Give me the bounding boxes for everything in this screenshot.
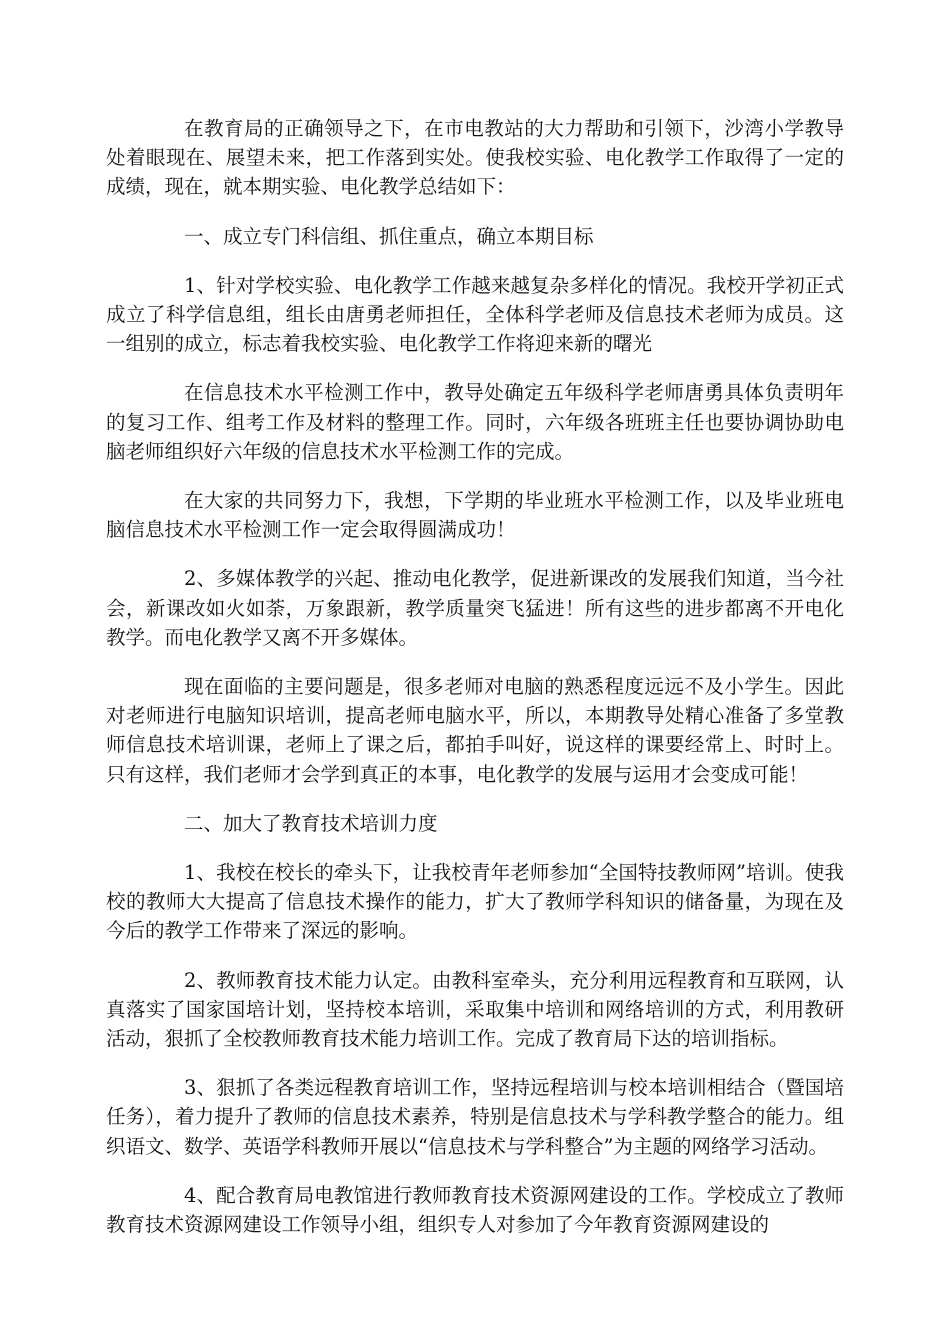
intro-paragraph: 在教育局的正确领导之下，在市电教站的大力帮助和引领下，沙湾小学教导处着眼现在、展望未来，把工作落到实处。使我校实验、电化教学工作取得了一定的成绩，现在，就本期实验、电化教学总结如下： xyxy=(106,117,844,199)
paragraph: 3、狠抓了各类远程教育培训工作，坚持远程培训与校本培训相结合（暨国培任务），着力提升了教师的信息技术素养，特别是信息技术与学科教学整合的能力。组织语文、数学、英语学科教师开展以“信息技术与学科整合”为主题的网络学习活动。 xyxy=(106,1076,844,1158)
paragraph: 2、教师教育技术能力认定。由教科室牵头，充分利用远程教育和互联网，认真落实了国家国培计划，坚持校本培训，采取集中培训和网络培训的方式，利用教研活动，狠抓了全校教师教育技术能力培训工作。完成了教育局下达的培训指标。 xyxy=(106,968,844,1051)
paragraph: 在信息技术水平检测工作中，教导处确定五年级科学老师唐勇具体负责明年的复习工作、组考工作及材料的整理工作。同时，六年级各班班主任也要协调协助电脑老师组织好六年级的信息技术水平检测工作的完成。 xyxy=(106,381,844,463)
paragraph: 4、配合教育局电教馆进行教师教育技术资源网建设的工作。学校成立了教师教育技术资源网建设工作领导小组，组织专人对参加了今年教育资源网建设的 xyxy=(106,1183,844,1237)
paragraph: 2、多媒体教学的兴起、推动电化教学，促进新课改的发展我们知道，当今社会，新课改如火如荼，万象跟新，教学质量突飞猛进！所有这些的进步都离不开电化教学。而电化教学又离不开多媒体。 xyxy=(106,567,844,649)
section-heading-1: 一、成立专门科信组、抓住重点，确立本期目标 xyxy=(184,224,594,248)
paragraph: 1、针对学校实验、电化教学工作越来越复杂多样化的情况。我校开学初正式成立了科学信息组，组长由唐勇老师担任，全体科学老师及信息技术老师为成员。这一组别的成立，标志着我校实验、电化教学工作将迎来新的曙光 xyxy=(106,273,844,356)
document-body xyxy=(106,114,844,1259)
paragraph: 现在面临的主要问题是，很多老师对电脑的熟悉程度远远不及小学生。因此对老师进行电脑知识培训，提高老师电脑水平，所以，本期教导处精心准备了多堂教师信息技术培训课，老师上了课之后，都拍手叫好，说这样的课要经常上、时时上。只有这样，我们老师才会学到真正的本事，电化教学的发展与运用才会变成可能！ xyxy=(106,675,844,786)
section-heading-2: 二、加大了教育技术培训力度 xyxy=(184,811,438,835)
paragraph: 在大家的共同努力下，我想，下学期的毕业班水平检测工作，以及毕业班电脑信息技术水平检测工作一定会取得圆满成功！ xyxy=(106,489,844,542)
paragraph: 1、我校在校长的牵头下，让我校青年老师参加“全国特技教师网”培训。使我校的教师大大提高了信息技术操作的能力，扩大了教师学科知识的储备量，为现在及今后的教学工作带来了深远的影响。 xyxy=(106,861,844,943)
